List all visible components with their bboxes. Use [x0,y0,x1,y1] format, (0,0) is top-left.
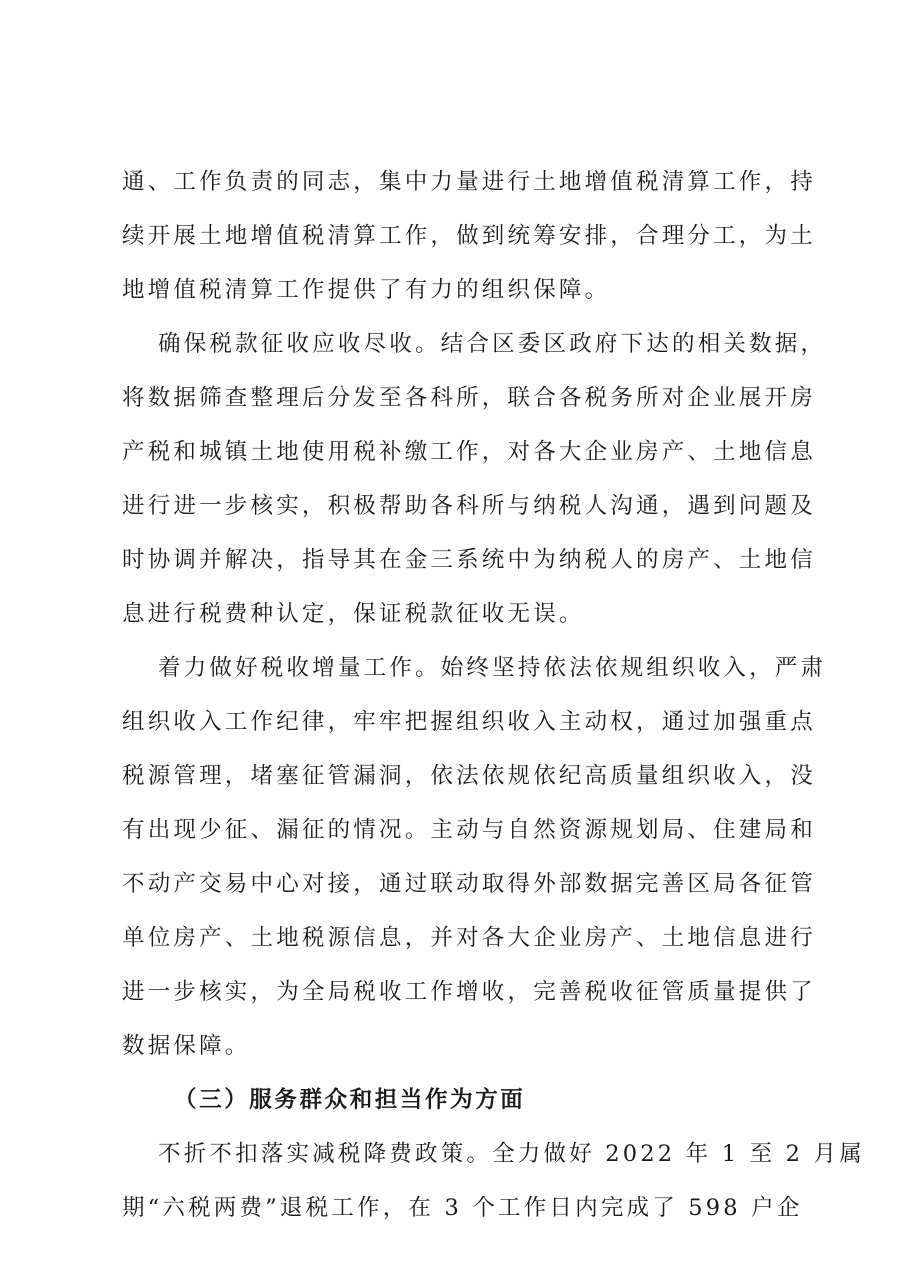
paragraph-2-line-3: 产税和城镇土地使用税补缴工作，对各大企业房产、土地信息 [122,439,816,465]
paragraph-2-line-5: 时协调并解决，指导其在金三系统中为纳税人的房产、土地信 [122,547,816,573]
paragraph-2-line-2: 将数据筛查整理后分发至各科所，联合各税务所对企业展开房 [122,385,816,411]
paragraph-3-line-2: 组织收入工作纪律，牢牢把握组织收入主动权，通过加强重点 [122,709,816,735]
paragraph-4-line-2: 期“六税两费”退税工作，在 3 个工作日内完成了 598 户企 [122,1195,803,1221]
paragraph-2-line-4: 进行进一步核实，积极帮助各科所与纳税人沟通，遇到问题及 [122,493,816,519]
paragraph-3-line-3: 税源管理，堵塞征管漏洞，依法依规依纪高质量组织收入，没 [122,763,816,789]
paragraph-1-line-2: 续开展土地增值税清算工作，做到统筹安排，合理分工，为土 [122,223,816,249]
section-heading: （三）服务群众和担当作为方面 [174,1087,526,1113]
paragraph-3-line-8: 数据保障。 [122,1033,251,1059]
paragraph-1-line-3: 地增值税清算工作提供了有力的组织保障。 [122,277,611,303]
paragraph-3-line-1: 着力做好税收增量工作。始终坚持依法依规组织收入，严肃 [158,655,827,681]
paragraph-3-line-7: 进一步核实，为全局税收工作增收，完善税收征管质量提供了 [122,979,816,1005]
paragraph-3-line-4: 有出现少征、漏征的情况。主动与自然资源规划局、住建局和 [122,817,816,843]
paragraph-2-line-6: 息进行税费种认定，保证税款征收无误。 [122,601,585,627]
paragraph-2-line-1: 确保税款征收应收尽收。结合区委区政府下达的相关数据， [158,331,827,357]
paragraph-3-line-6: 单位房产、土地税源信息，并对各大企业房产、土地信息进行 [122,925,816,951]
paragraph-3-line-5: 不动产交易中心对接，通过联动取得外部数据完善区局各征管 [122,871,816,897]
paragraph-1-line-1: 通、工作负责的同志，集中力量进行土地增值税清算工作，持 [122,169,816,195]
paragraph-4-line-1: 不折不扣落实减税降费政策。全力做好 2022 年 1 至 2 月属 [158,1141,865,1167]
